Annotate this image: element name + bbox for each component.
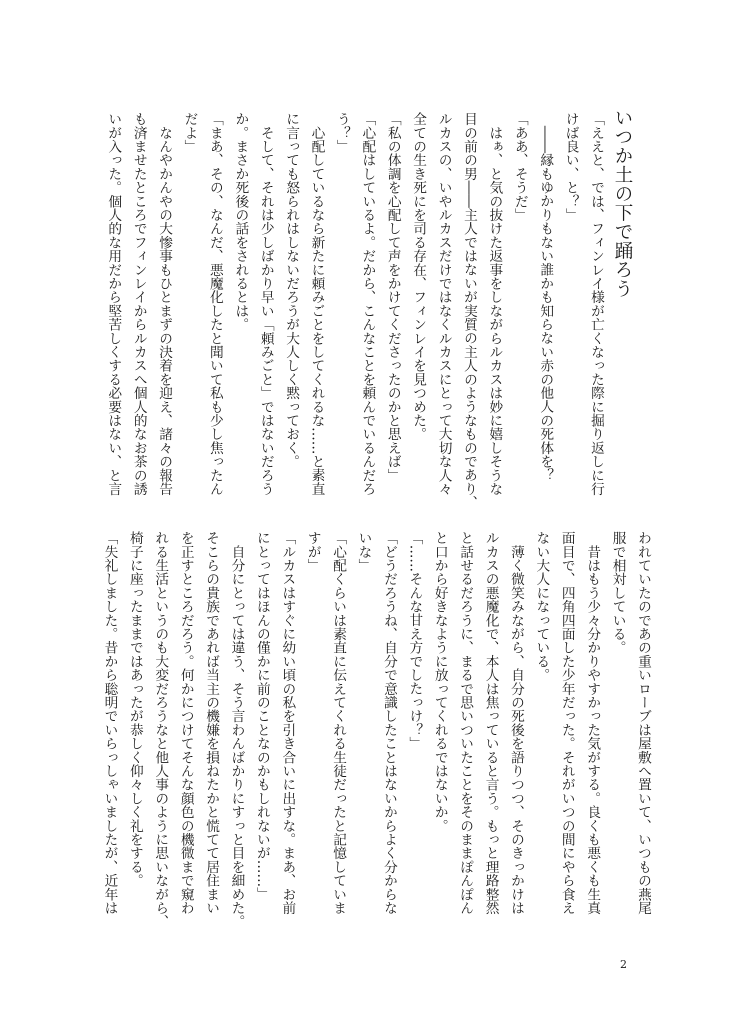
- text-line: 「失礼しました。昔から聡明でいらっしゃいましたが、近年は: [101, 531, 118, 915]
- text-line: 自分にとっては違う、そう言わんばかりにすっと目を細めた。: [228, 531, 245, 929]
- text-line: か。まさか死後の話をされるとは。: [232, 112, 249, 332]
- text-line: と話せるだろうに、まるで思いついたことをそのままぽんぽん: [457, 531, 474, 915]
- text-line: 服で相対している。: [609, 531, 626, 655]
- text-line: れる生活というのも大変だろうなと他人事のように思いながら、: [152, 531, 169, 929]
- text-line: 全ての生き死にを司る存在、フィンレイを見つめた。: [410, 112, 427, 441]
- text-line: 「ええと、では、フィンレイ様が亡くなった際に掘り返しに行: [588, 112, 604, 496]
- text-line: いな」: [355, 531, 372, 573]
- text-line: なんやかんやの大惨事もひとまずの決着を迎え、諸々の報告: [156, 112, 173, 496]
- text-block-bottom: [96, 531, 655, 928]
- text-line: 目の前の男――主人ではないが実質の主人のようなものであり、: [460, 112, 477, 510]
- text-line: 面目で、四角四面した少年だった。それがいつの間にやら食え: [558, 531, 575, 915]
- text-line: けば良い、と？」: [562, 112, 579, 222]
- text-block-top: [100, 112, 608, 509]
- text-line: 椅子に座ったままではあったが恭しく仰々しく礼をする。: [126, 531, 143, 888]
- text-line: 薄く微笑みながら、自分の死後を語りつつ、そのきっかけは: [507, 531, 524, 915]
- text-line: そして、それは少しばかり早い「頼みごと」ではないだろう: [257, 112, 274, 496]
- text-line: われていたのであの重いローブは屋敷へ置いて、いつもの燕尾: [635, 531, 651, 915]
- text-line: 「心配はしているよ。だから、こんなことを頼んでいるんだろ: [359, 112, 376, 496]
- text-line: ルカスの、いやルカスだけではなくルカスにとって大切な人々: [435, 112, 452, 496]
- text-line: だよ」: [181, 112, 198, 154]
- page-title: いつか土の下で踊ろう: [612, 108, 633, 298]
- text-line: に言っても怒られはしないだろうが大人しく黙っておく。: [283, 112, 300, 469]
- text-line: すが」: [304, 531, 321, 573]
- text-line: 昔はもう少々分かりやすかった気がする。良くも悪くも生真: [584, 531, 601, 915]
- text-line: はぁ、と気の抜けた返事をしながらルカスは妙に嬉しそうな: [486, 112, 503, 496]
- text-line: ――縁もゆかりもない誰かも知らない赤の他人の死体を？: [537, 112, 554, 482]
- text-line: 「ああ、そうだ」: [511, 112, 528, 222]
- text-line: を正すところだろう。何かにつけてそんな顔色の機微まで窺わ: [177, 531, 194, 915]
- text-line: にとってはほんの僅かに前のことなのかもしれないが……」: [253, 531, 270, 901]
- text-line: も済ませたところでフィンレイからルカスへ個人的なお茶の誘: [130, 112, 147, 496]
- text-line: 「ルカスはすぐに幼い頃の私を引き合いに出すな。まあ、お前: [279, 531, 296, 915]
- text-line: 「まあ、その、なんだ、悪魔化したと聞いて私も少し焦ったん: [206, 112, 223, 496]
- text-line: と口から好きなように放ってくれるではないか。: [431, 531, 448, 833]
- text-line: そこらの貴族であれば当主の機嫌を損ねたかと慌てて居住まい: [203, 531, 220, 915]
- text-line: 「心配くらいは素直に伝えてくれる生徒だったと記憶していま: [330, 531, 347, 915]
- text-line: ない大人になっている。: [533, 531, 550, 682]
- page-number: 2: [620, 958, 627, 971]
- text-line: いが入った。個人的な用だから堅苦しくする必要はない、と言: [105, 112, 122, 496]
- text-line: 「私の体調を心配して声をかけてくださったのかと思えば」: [384, 112, 401, 482]
- text-line: ルカスの悪魔化で、本人は焦っていると言う。もっと理路整然: [482, 531, 499, 915]
- text-line: 「……そんな甘え方でしたっけ？」: [406, 531, 423, 751]
- text-line: 心配しているなら新たに頼みごとをしてくれるな……と素直: [308, 112, 325, 496]
- text-line: 「どうだろうね、自分で意識したことはないからよく分からな: [380, 531, 397, 915]
- text-line: う？」: [333, 112, 350, 154]
